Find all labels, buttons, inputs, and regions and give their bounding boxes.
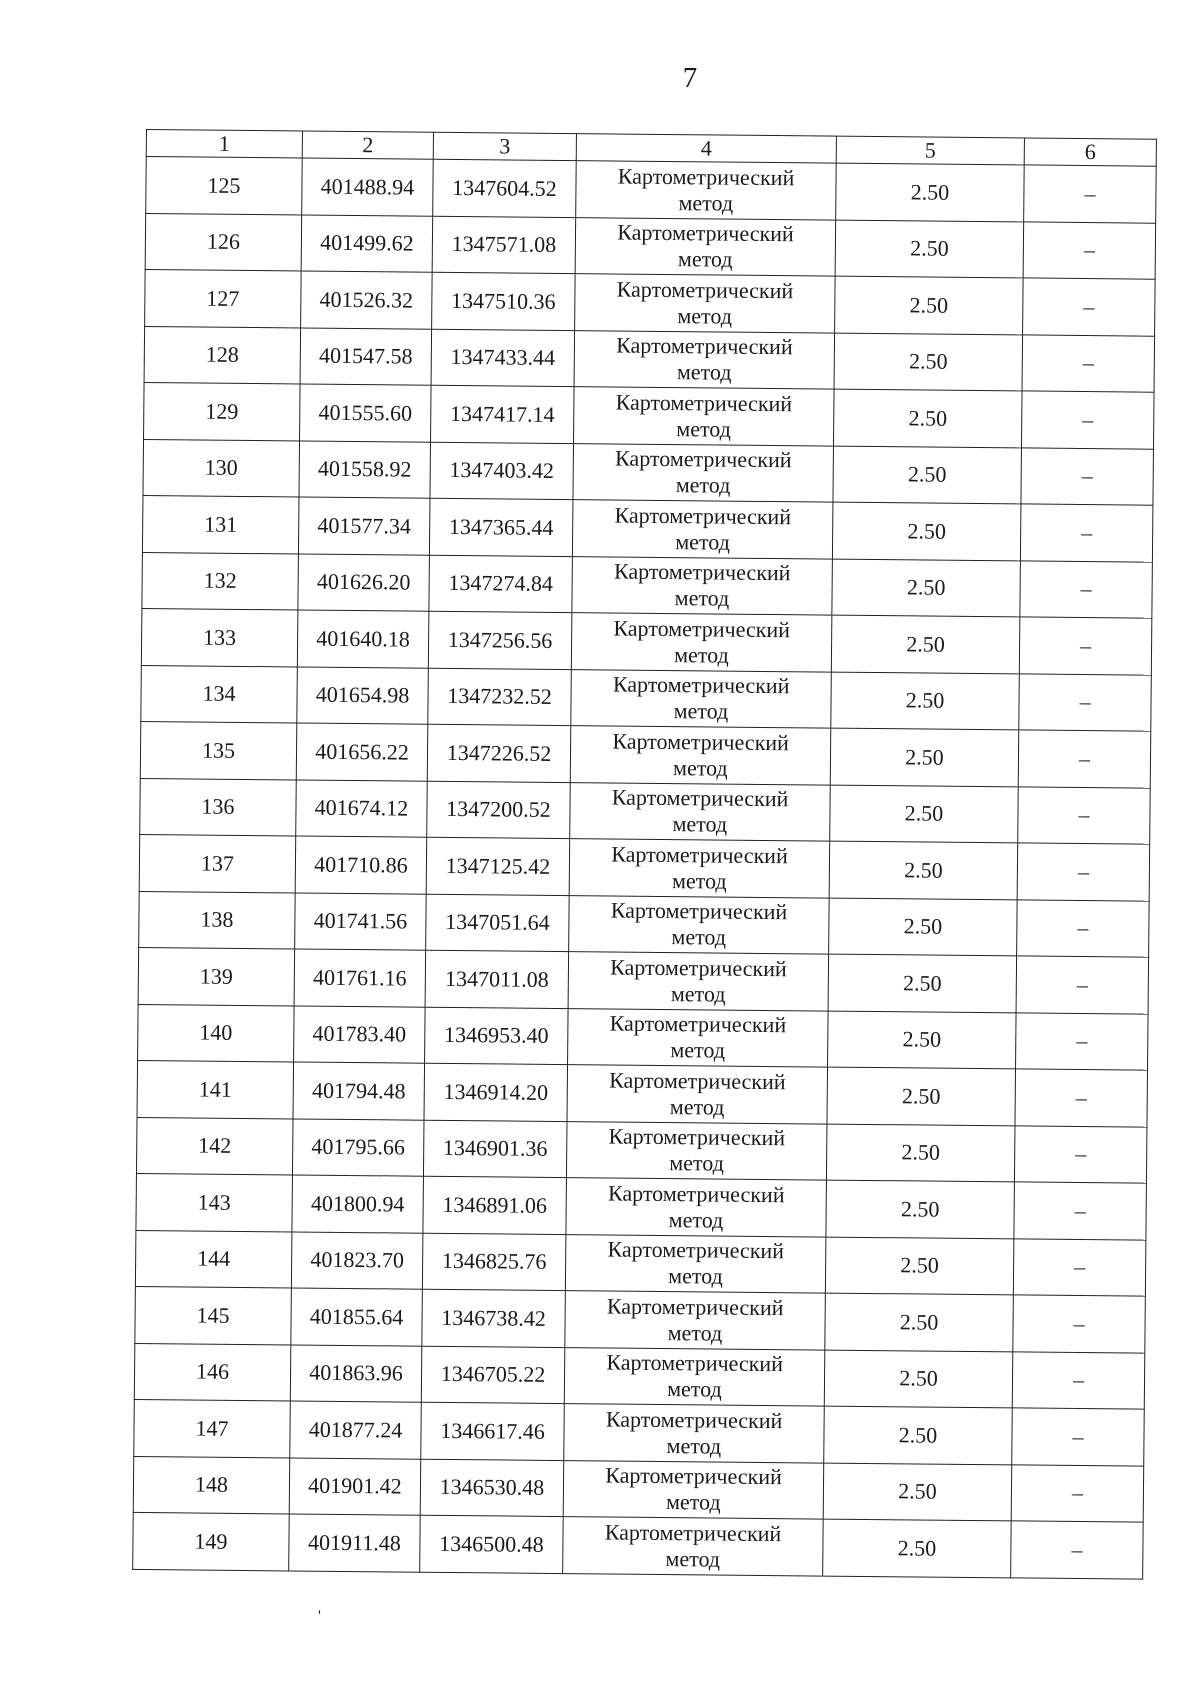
point-number-cell: 149 bbox=[133, 1512, 290, 1570]
method-line-2: метод bbox=[676, 415, 732, 442]
point-number-cell: 147 bbox=[134, 1399, 291, 1457]
point-number-cell: 141 bbox=[137, 1060, 294, 1118]
point-number-cell: 140 bbox=[138, 1004, 295, 1062]
method-cell bbox=[568, 1008, 829, 1067]
accuracy-cell: 2.50 bbox=[824, 1350, 1013, 1408]
point-number-cell: 137 bbox=[139, 834, 296, 892]
method-line-2: метод bbox=[667, 1319, 723, 1346]
method-cell bbox=[564, 1404, 825, 1463]
method-line-2: метод bbox=[672, 754, 728, 781]
y-coordinate-cell: 1346914.20 bbox=[424, 1063, 568, 1121]
accuracy-cell: 2.50 bbox=[830, 728, 1019, 786]
point-number-cell: 142 bbox=[136, 1117, 293, 1175]
method-line-1: Картометрический bbox=[607, 1180, 785, 1207]
method-line-2: метод bbox=[674, 641, 729, 668]
accuracy-cell: 2.50 bbox=[833, 389, 1022, 447]
table-row bbox=[144, 326, 1154, 392]
method-line-2: метод bbox=[668, 1263, 723, 1289]
x-coordinate-cell: 401761.16 bbox=[294, 949, 426, 1007]
point-number-cell: 148 bbox=[133, 1456, 290, 1514]
method-line-1: Картометрический bbox=[617, 219, 794, 247]
method-cell bbox=[570, 782, 831, 841]
x-coordinate-cell: 401710.86 bbox=[295, 836, 427, 894]
x-coordinate-cell: 401555.60 bbox=[300, 384, 432, 442]
y-coordinate-cell: 1346530.48 bbox=[420, 1459, 564, 1517]
method-line-2: метод bbox=[669, 1093, 725, 1120]
table-row bbox=[135, 1230, 1145, 1296]
note-cell: – bbox=[1011, 1464, 1144, 1522]
y-coordinate-cell: 1346617.46 bbox=[421, 1402, 565, 1460]
column-header-3: 3 bbox=[433, 132, 576, 160]
method-line-1: Картометрический bbox=[609, 1067, 786, 1094]
method-cell bbox=[568, 952, 829, 1011]
table-row bbox=[139, 891, 1149, 957]
table-row bbox=[141, 608, 1151, 674]
note-cell: – bbox=[1012, 1351, 1145, 1409]
y-coordinate-cell: 1347226.52 bbox=[427, 724, 571, 782]
point-number-cell: 138 bbox=[139, 891, 296, 949]
table-row bbox=[145, 213, 1155, 279]
accuracy-cell: 2.50 bbox=[823, 1463, 1012, 1521]
method-cell bbox=[572, 500, 833, 559]
x-coordinate-cell: 401526.32 bbox=[301, 271, 433, 329]
point-number-cell: 131 bbox=[142, 495, 299, 553]
method-cell bbox=[567, 1065, 828, 1124]
y-coordinate-cell: 1347125.42 bbox=[426, 837, 570, 895]
method-line-1: Картометрический bbox=[614, 445, 792, 473]
method-cell bbox=[574, 330, 835, 389]
y-coordinate-cell: 1346901.36 bbox=[423, 1120, 567, 1178]
method-cell bbox=[569, 839, 830, 898]
point-number-cell: 133 bbox=[141, 608, 298, 666]
method-line-1: Картометрический bbox=[617, 163, 795, 190]
method-line-1: Картометрический bbox=[606, 1293, 784, 1320]
x-coordinate-cell: 401855.64 bbox=[291, 1288, 423, 1346]
column-header-6: 6 bbox=[1024, 138, 1156, 166]
table-row bbox=[145, 269, 1155, 335]
x-coordinate-cell: 401795.66 bbox=[292, 1118, 424, 1176]
note-cell: – bbox=[1014, 1182, 1147, 1240]
method-cell bbox=[574, 387, 835, 446]
note-cell: – bbox=[1023, 221, 1156, 279]
y-coordinate-cell: 1346891.06 bbox=[423, 1176, 567, 1234]
table-row bbox=[140, 721, 1150, 787]
method-cell bbox=[572, 556, 833, 615]
x-coordinate-cell: 401823.70 bbox=[291, 1231, 423, 1289]
table-row bbox=[137, 1060, 1147, 1126]
x-coordinate-cell: 401656.22 bbox=[296, 723, 428, 781]
point-number-cell: 132 bbox=[142, 552, 299, 610]
page-number: 7 bbox=[682, 62, 698, 94]
x-coordinate-cell: 401626.20 bbox=[298, 553, 430, 611]
y-coordinate-cell: 1347403.42 bbox=[430, 442, 574, 500]
y-coordinate-cell: 1347011.08 bbox=[425, 950, 569, 1008]
column-header-2: 2 bbox=[302, 131, 433, 159]
y-coordinate-cell: 1347256.56 bbox=[428, 611, 572, 669]
x-coordinate-cell: 401901.42 bbox=[289, 1457, 421, 1515]
table-row bbox=[146, 157, 1156, 223]
method-line-2: метод bbox=[667, 1376, 722, 1402]
coordinates-table-wrapper bbox=[132, 129, 1156, 1579]
x-coordinate-cell: 401640.18 bbox=[297, 610, 429, 668]
method-line-1: Картометрический bbox=[606, 1349, 784, 1377]
y-coordinate-cell: 1346953.40 bbox=[425, 1007, 569, 1065]
accuracy-cell: 2.50 bbox=[832, 502, 1021, 560]
accuracy-cell: 2.50 bbox=[825, 1237, 1014, 1295]
note-cell: – bbox=[1021, 447, 1154, 505]
accuracy-cell: 2.50 bbox=[834, 333, 1023, 391]
accuracy-cell: 2.50 bbox=[828, 1011, 1017, 1069]
accuracy-cell: 2.50 bbox=[835, 276, 1024, 334]
accuracy-cell: 2.50 bbox=[826, 1124, 1015, 1182]
point-number-cell: 128 bbox=[144, 326, 301, 384]
method-line-1: Картометрический bbox=[605, 1406, 783, 1433]
table-row bbox=[134, 1399, 1144, 1465]
x-coordinate-cell: 401794.48 bbox=[293, 1062, 425, 1120]
method-line-2: метод bbox=[676, 359, 732, 385]
method-cell bbox=[565, 1291, 826, 1350]
accuracy-cell: 2.50 bbox=[828, 954, 1017, 1012]
method-cell bbox=[564, 1347, 825, 1406]
y-coordinate-cell: 1346825.76 bbox=[422, 1233, 566, 1291]
x-coordinate-cell: 401783.40 bbox=[294, 1005, 426, 1063]
table-row bbox=[144, 382, 1154, 448]
note-cell: – bbox=[1021, 391, 1154, 449]
x-coordinate-cell: 401558.92 bbox=[299, 440, 431, 498]
method-line-1: Картометрический bbox=[612, 728, 789, 755]
accuracy-cell: 2.50 bbox=[829, 841, 1018, 899]
method-line-2: метод bbox=[670, 1037, 726, 1063]
method-line-2: метод bbox=[670, 980, 726, 1007]
accuracy-cell: 2.50 bbox=[829, 898, 1018, 956]
accuracy-cell: 2.50 bbox=[823, 1519, 1012, 1577]
method-line-2: метод bbox=[677, 302, 733, 329]
method-line-1: Картометрический bbox=[613, 558, 791, 586]
note-cell: – bbox=[1013, 1295, 1146, 1353]
table-row bbox=[142, 552, 1152, 618]
method-line-1: Картометрический bbox=[612, 671, 790, 699]
y-coordinate-cell: 1347417.14 bbox=[431, 385, 575, 443]
method-line-2: метод bbox=[673, 698, 729, 724]
method-line-1: Картометрический bbox=[604, 1519, 782, 1546]
x-coordinate-cell: 401547.58 bbox=[300, 327, 432, 385]
note-cell: – bbox=[1020, 504, 1153, 562]
y-coordinate-cell: 1347433.44 bbox=[431, 329, 575, 387]
method-line-2: метод bbox=[675, 528, 730, 555]
method-line-2: метод bbox=[671, 867, 727, 894]
note-cell: – bbox=[1018, 730, 1151, 788]
accuracy-cell: 2.50 bbox=[831, 672, 1020, 730]
note-cell: – bbox=[1012, 1408, 1145, 1466]
y-coordinate-cell: 1346500.48 bbox=[420, 1515, 564, 1573]
accuracy-cell: 2.50 bbox=[826, 1180, 1015, 1238]
note-cell: – bbox=[1016, 956, 1149, 1014]
point-number-cell: 135 bbox=[140, 721, 297, 779]
method-line-2: метод bbox=[665, 1545, 721, 1572]
y-coordinate-cell: 1347604.52 bbox=[433, 159, 577, 217]
note-cell: – bbox=[1011, 1521, 1144, 1579]
method-line-2: метод bbox=[678, 189, 734, 216]
y-coordinate-cell: 1347051.64 bbox=[426, 894, 570, 952]
method-line-1: Картометрический bbox=[611, 784, 789, 812]
accuracy-cell: 2.50 bbox=[833, 446, 1022, 504]
table-row bbox=[138, 947, 1148, 1013]
table-row bbox=[133, 1456, 1143, 1522]
note-cell: – bbox=[1023, 278, 1156, 336]
y-coordinate-cell: 1347232.52 bbox=[428, 668, 572, 726]
column-header-4: 4 bbox=[576, 134, 836, 163]
method-cell bbox=[569, 895, 830, 954]
accuracy-cell: 2.50 bbox=[824, 1406, 1013, 1464]
y-coordinate-cell: 1347274.84 bbox=[429, 555, 573, 613]
method-line-1: Картометрический bbox=[616, 332, 793, 360]
table-row bbox=[134, 1343, 1144, 1409]
y-coordinate-cell: 1346738.42 bbox=[422, 1289, 566, 1347]
method-line-2: метод bbox=[671, 924, 727, 950]
note-cell: – bbox=[1024, 165, 1157, 223]
table-row bbox=[141, 665, 1151, 731]
x-coordinate-cell: 401488.94 bbox=[302, 158, 434, 216]
accuracy-cell: 2.50 bbox=[831, 615, 1020, 673]
point-number-cell: 125 bbox=[146, 157, 303, 215]
accuracy-cell: 2.50 bbox=[832, 559, 1021, 617]
y-coordinate-cell: 1347365.44 bbox=[429, 498, 573, 556]
method-line-1: Картометрический bbox=[610, 897, 788, 925]
y-coordinate-cell: 1346705.22 bbox=[421, 1346, 565, 1404]
method-line-1: Картометрический bbox=[610, 954, 787, 981]
method-cell bbox=[570, 726, 831, 785]
column-header-5: 5 bbox=[836, 136, 1024, 165]
method-line-2: метод bbox=[674, 585, 730, 611]
method-line-2: метод bbox=[672, 811, 728, 837]
table-row bbox=[133, 1512, 1143, 1578]
table-row bbox=[136, 1117, 1146, 1183]
x-coordinate-cell: 401741.56 bbox=[295, 892, 427, 950]
method-cell bbox=[573, 443, 834, 502]
method-line-1: Картометрический bbox=[611, 841, 788, 868]
note-cell: – bbox=[1017, 843, 1150, 901]
method-line-2: метод bbox=[666, 1432, 722, 1459]
note-cell: – bbox=[1020, 560, 1153, 618]
point-number-cell: 126 bbox=[145, 213, 302, 271]
x-coordinate-cell: 401800.94 bbox=[292, 1175, 424, 1233]
y-coordinate-cell: 1347571.08 bbox=[432, 216, 576, 274]
table-row bbox=[139, 834, 1149, 900]
method-line-1: Картометрический bbox=[608, 1123, 786, 1151]
note-cell: – bbox=[1018, 786, 1151, 844]
method-line-1: Картометрический bbox=[613, 615, 791, 642]
method-line-2: метод bbox=[677, 246, 733, 272]
coordinates-table bbox=[132, 129, 1157, 1579]
point-number-cell: 136 bbox=[140, 778, 297, 836]
point-number-cell: 127 bbox=[145, 269, 302, 327]
note-cell: – bbox=[1022, 334, 1155, 392]
point-number-cell: 134 bbox=[141, 665, 298, 723]
table-body bbox=[133, 157, 1157, 1579]
note-cell: – bbox=[1013, 1238, 1146, 1296]
x-coordinate-cell: 401654.98 bbox=[297, 666, 429, 724]
method-line-1: Картометрический bbox=[605, 1462, 782, 1490]
page-mark: ' bbox=[318, 1608, 321, 1625]
accuracy-cell: 2.50 bbox=[825, 1293, 1014, 1351]
method-line-2: метод bbox=[675, 472, 731, 498]
column-header-1: 1 bbox=[146, 130, 302, 158]
point-number-cell: 129 bbox=[144, 382, 301, 440]
point-number-cell: 145 bbox=[135, 1286, 292, 1344]
table-row bbox=[142, 495, 1152, 561]
method-line-1: Картометрический bbox=[616, 276, 794, 303]
point-number-cell: 139 bbox=[138, 947, 295, 1005]
point-number-cell: 144 bbox=[135, 1230, 292, 1288]
method-cell bbox=[563, 1517, 824, 1576]
note-cell: – bbox=[1019, 673, 1152, 731]
x-coordinate-cell: 401863.96 bbox=[290, 1344, 422, 1402]
method-cell bbox=[575, 217, 836, 276]
method-cell bbox=[565, 1234, 826, 1293]
point-number-cell: 146 bbox=[134, 1343, 291, 1401]
accuracy-cell: 2.50 bbox=[830, 785, 1019, 843]
method-cell bbox=[566, 1121, 827, 1180]
method-line-2: метод bbox=[665, 1489, 721, 1515]
table-row bbox=[135, 1286, 1145, 1352]
method-line-1: Картометрический bbox=[609, 1010, 787, 1038]
note-cell: – bbox=[1014, 1125, 1147, 1183]
method-cell bbox=[575, 274, 836, 333]
point-number-cell: 130 bbox=[143, 439, 300, 497]
table-row bbox=[136, 1173, 1146, 1239]
y-coordinate-cell: 1347510.36 bbox=[432, 272, 576, 330]
table-row bbox=[143, 439, 1153, 505]
method-cell bbox=[566, 1178, 827, 1237]
note-cell: – bbox=[1019, 617, 1152, 675]
table-row bbox=[140, 778, 1150, 844]
x-coordinate-cell: 401674.12 bbox=[296, 779, 428, 837]
method-cell bbox=[571, 613, 832, 672]
method-cell bbox=[576, 161, 837, 220]
x-coordinate-cell: 401911.48 bbox=[289, 1514, 421, 1572]
x-coordinate-cell: 401577.34 bbox=[298, 497, 430, 555]
note-cell: – bbox=[1016, 1012, 1149, 1070]
point-number-cell: 143 bbox=[136, 1173, 293, 1231]
method-line-2: метод bbox=[668, 1206, 724, 1233]
method-line-1: Картометрический bbox=[607, 1236, 785, 1264]
x-coordinate-cell: 401499.62 bbox=[301, 214, 433, 272]
method-cell bbox=[571, 669, 832, 728]
method-line-1: Картометрический bbox=[614, 502, 792, 529]
note-cell: – bbox=[1015, 1069, 1148, 1127]
method-line-1: Картометрический bbox=[615, 389, 793, 416]
method-cell bbox=[563, 1460, 824, 1519]
accuracy-cell: 2.50 bbox=[835, 220, 1024, 278]
x-coordinate-cell: 401877.24 bbox=[290, 1401, 422, 1459]
accuracy-cell: 2.50 bbox=[836, 163, 1025, 221]
y-coordinate-cell: 1347200.52 bbox=[427, 781, 571, 839]
accuracy-cell: 2.50 bbox=[827, 1067, 1016, 1125]
method-line-2: метод bbox=[669, 1150, 724, 1176]
note-cell: – bbox=[1017, 899, 1150, 957]
table-row bbox=[138, 1004, 1148, 1070]
